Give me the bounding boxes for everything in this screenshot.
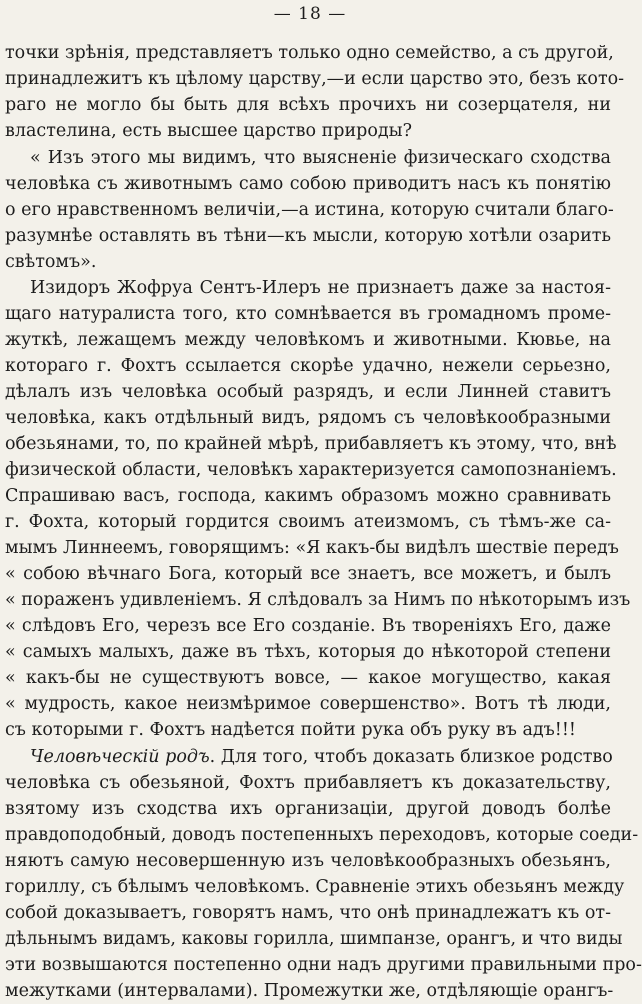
text-line: дѣлалъ изъ человѣка особый разрядъ, и если Линней ставитъ [5,382,611,402]
text-line: межутками (интервалами). Промежутки же, отдѣляющіе орангъ- [5,981,614,1001]
text-line: г. Фохта, который гордится своимъ атеизмомъ, съ тѣмъ-же са- [5,512,611,532]
text-line: взятому изъ сходства ихъ организаціи, другой доводъ болѣе [5,799,611,819]
text-line: эти возвышаются постепенно одни надъ другими правильными про- [5,955,642,975]
text-line: « мудрость, какое неизмѣримое совершенство». Вотъ тѣ люди, [5,694,611,714]
text-line: мымъ Линнеемъ, говорящимъ: «Я какъ-бы видѣлъ шествіе передъ [5,538,619,558]
text-line: жуткѣ, лежащемъ между человѣкомъ и животными. Кювье, на [5,330,611,350]
text-line: обезьянами, то, по крайней мѣрѣ, прибавляетъ къ этому, что, внѣ [5,434,617,454]
text-line: « слѣдовъ Его, черезъ все Его созданіе. Въ твореніяхъ Его, даже [5,616,611,636]
text-line: человѣка, какъ отдѣльный видъ, рядомъ съ человѣкообразными [5,408,611,428]
text-line: гориллу, съ бѣлымъ человѣкомъ. Сравненіе этихъ обезьянъ между [5,877,625,897]
text-line: свѣтомъ». [5,252,97,272]
text-line: котораго г. Фохтъ ссылается скорѣе удачно, нежели серьезно, [5,356,611,376]
text-line: « собою вѣчнаго Бога, который все знаетъ, все можетъ, и былъ [5,564,611,584]
text-line: человѣка съ животнымъ само собою приводитъ насъ къ понятію [5,174,611,194]
text-line: няютъ самую несовершенную изъ человѣкообразныхъ обезьянъ, [5,851,611,871]
text-line: « самыхъ малыхъ, даже въ тѣхъ, которыя до нѣкоторой степени [5,642,611,662]
text-line: съ которыми г. Фохтъ надѣется пойти рука объ руку въ адъ!!! [5,720,576,740]
text-line: принадлежитъ къ цѣлому царству,—и если царство это, безъ кото- [5,69,625,89]
text-line: точки зрѣнія, представляетъ только одно семейство, а съ другой, [5,43,614,63]
text-line: собой доказываетъ, говорятъ намъ, что онѣ принадлежатъ къ от- [5,903,611,923]
text-line: « пораженъ удивленіемъ. Я слѣдовалъ за Нимъ по нѣкоторымъ изъ [5,590,631,610]
text-line: щаго натуралиста того, кто сомнѣвается въ громадномъ проме- [5,304,611,324]
text-line: « Изъ этого мы видимъ, что выясненіе физическаго сходства [30,148,611,168]
text-line: о его нравственномъ величіи,—а истина, которую считали благо- [5,200,614,220]
text-line-heading [30,744,611,770]
text-line: человѣка съ обезьяной, Фохтъ прибавляетъ къ доказательству, [5,773,611,793]
text-line: Спрашиваю васъ, господа, какимъ образомъ можно сравнивать [5,486,611,506]
text-line: властелина, есть высшее царство природы? [5,121,412,141]
text-line: « какъ-бы не существуютъ вовсе, — какое могущество, какая [5,668,611,688]
page-number: — 18 — [273,4,347,24]
text-line: правдоподобный, доводъ постепенныхъ переходовъ, которые соеди- [5,825,639,845]
italic-heading: Человѣческій родъ [30,747,210,767]
text-line: физической области, человѣкъ характеризуется самопознаніемъ. [5,460,617,480]
text-line: раго не могло бы быть для всѣхъ прочихъ ни созерцателя, ни [5,95,611,115]
text-line: разумнѣе оставлять въ тѣни—къ мысли, которую хотѣли озарить [5,226,611,246]
text-line: дѣльнымъ видамъ, каковы горилла, шимпанзе, орангъ, и что виды [5,929,623,949]
text-line: Изидоръ Жофруа Сентъ-Илеръ не признаетъ даже за настоя- [30,278,611,298]
heading-line-rest: . Для того, чтобъ доказать близкое родство [209,747,613,767]
